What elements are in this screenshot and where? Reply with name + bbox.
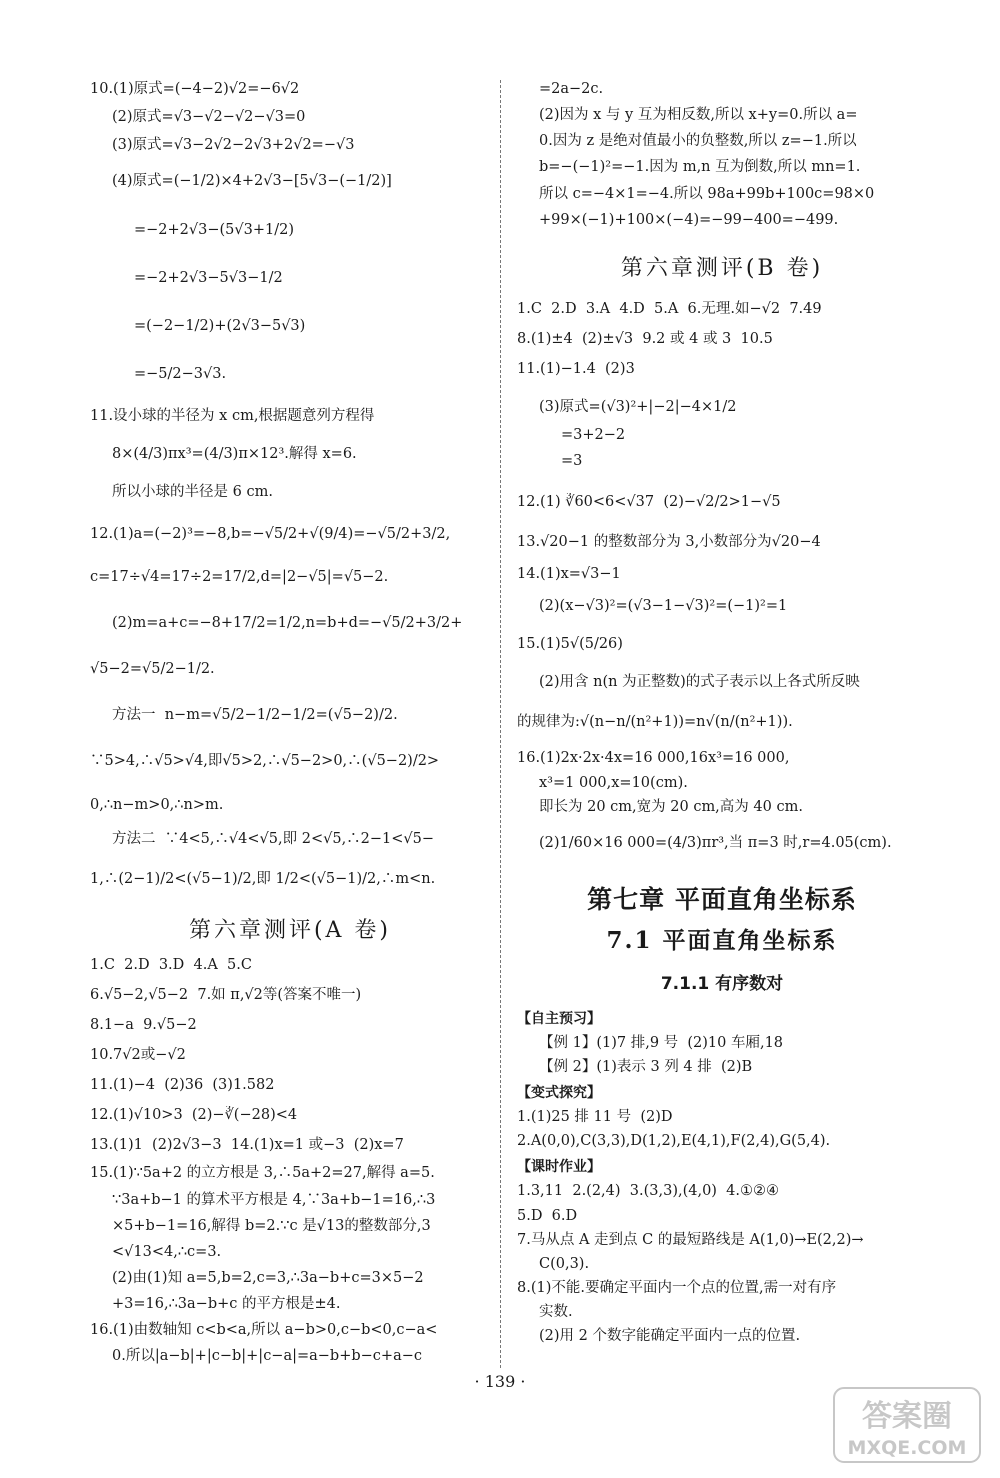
answer-line: 方法二 ∵4<5,∴√4<√5,即 2<√5,∴2−1<√5− (112, 831, 435, 848)
answer-line: =−5/2−3√3. (134, 365, 227, 382)
column-divider (500, 80, 501, 1368)
chapter-title: 第七章 平面直角坐标系 (587, 884, 857, 914)
answer-line: +99×(−1)+100×(−4)=−99−400=−499. (539, 211, 839, 228)
watermark-logo (832, 1386, 982, 1464)
answer-line: 10.7√2或−√2 (90, 1046, 186, 1063)
answer-line: =2a−2c. (539, 81, 604, 97)
answer-line: x³=1 000,x=10(cm). (539, 774, 688, 791)
answer-line: (3)原式=(√3)²+|−2|−4×1/2 (539, 399, 737, 416)
answer-line: 2.A(0,0),C(3,3),D(1,2),E(4,1),F(2,4),G(5,4). (517, 1133, 831, 1150)
answer-line: 7.马从点 A 走到点 C 的最短路线是 A(1,0)→E(2,2)→ (517, 1231, 864, 1248)
section-title: 7.1 平面直角坐标系 (606, 926, 838, 954)
watermark-top-text: 答案圈 (862, 1399, 952, 1434)
section-title-a: 第六章测评(A 卷) (188, 917, 392, 943)
answer-line: <√13<4,∴c=3. (112, 1243, 222, 1260)
answer-line: 12.(1) ∛60<6<√37 (2)−√2/2>1−√5 (517, 493, 781, 510)
answer-line: (2)(x−√3)²=(√3−1−√3)²=(−1)²=1 (539, 597, 788, 614)
left-column (90, 76, 490, 1365)
answer-line: 15.(1)∵5a+2 的立方根是 3,∴5a+2=27,解得 a=5. (90, 1165, 435, 1182)
answer-line: =(−2−1/2)+(2√3−5√3) (134, 317, 306, 334)
answer-line: 12.(1)√10>3 (2)−∛(−28)<4 (90, 1107, 298, 1124)
answer-line: 15.(1)5√(5/26) (517, 636, 623, 652)
answer-line: (4)原式=(−1/2)×4+2√3−[5√3−(−1/2)] (112, 173, 392, 190)
answer-line: ∵5>4,∴√5>√4,即√5>2,∴√5−2>0,∴(√5−2)/2> (90, 753, 440, 769)
page-number: · 139 · (474, 1372, 526, 1391)
answer-line: =3+2−2 (561, 427, 626, 444)
answer-line: 10.(1)原式=(−4−2)√2=−6√2 (90, 81, 300, 97)
answer-line: (2)m=a+c=−8+17/2=1/2,n=b+d=−√5/2+3/2+ (112, 614, 463, 631)
answer-line: 8×(4/3)πx³=(4/3)π×12³.解得 x=6. (112, 446, 357, 463)
answer-line: =−2+2√3−(5√3+1/2) (134, 221, 295, 238)
answer-line: b=−(−1)²=−1.因为 m,n 互为倒数,所以 mn=1. (539, 159, 861, 176)
answer-line: ∵3a+b−1 的算术平方根是 4,∵3a+b−1=16,∴3 (112, 1191, 436, 1208)
answer-line: 实数. (539, 1304, 573, 1320)
answer-line: 0,∴n−m>0,∴n>m. (90, 797, 224, 814)
answer-line: ×5+b−1=16,解得 b=2.∵c 是√13的整数部分,3 (112, 1217, 431, 1234)
answer-line: 所以 c=−4×1=−4.所以 98a+99b+100c=98×0 (539, 185, 875, 202)
watermark-bottom-text: MXQE.COM (847, 1437, 967, 1459)
answer-line: 所以小球的半径是 6 cm. (112, 484, 273, 501)
answer-line: 12.(1)a=(−2)³=−8,b=−√5/2+√(9/4)=−√5/2+3/2, (90, 526, 451, 543)
answer-line: 16.(1)2x·2x·4x=16 000,16x³=16 000, (517, 750, 790, 767)
answer-line: 13.(1)1 (2)2√3−3 14.(1)x=1 或−3 (2)x=7 (90, 1137, 404, 1154)
answer-line: (3)原式=√3−2√2−2√3+2√2=−√3 (112, 137, 355, 154)
answer-line: 即长为 20 cm,宽为 20 cm,高为 40 cm. (539, 798, 803, 815)
answer-line: 方法一 n−m=√5/2−1/2−1/2=(√5−2)/2. (112, 706, 398, 723)
answer-line: 6.√5−2,√5−2 7.如 π,√2等(答案不唯一) (90, 986, 362, 1003)
answer-line: =3 (561, 453, 583, 470)
tag-homework: 【课时作业】 (517, 1159, 601, 1176)
answer-line: c=17÷√4=17÷2=17/2,d=|2−√5|=√5−2. (90, 568, 389, 585)
answer-line: 【例 2】(1)表示 3 列 4 排 (2)B (539, 1059, 753, 1075)
answer-line: 14.(1)x=√3−1 (517, 565, 621, 582)
answer-line: (2)因为 x 与 y 互为相反数,所以 x+y=0.所以 a= (539, 107, 858, 124)
answer-line: √5−2=√5/2−1/2. (90, 660, 215, 677)
answer-line: 8.1−a 9.√5−2 (90, 1016, 197, 1033)
answer-line: 1.(1)25 排 11 号 (2)D (517, 1109, 673, 1126)
subsection-title: 7.1.1 有序数对 (660, 973, 784, 994)
answer-line: 的规律为:√(n−n/(n²+1))=n√(n/(n²+1)). (517, 714, 793, 731)
answer-line: 1,∴(2−1)/2<(√5−1)/2,即 1/2<(√5−1)/2,∴m<n. (90, 871, 436, 888)
answer-line: 0.因为 z 是绝对值最小的负整数,所以 z=−1.所以 (539, 133, 857, 150)
answer-line: (2)用含 n(n 为正整数)的式子表示以上各式所反映 (539, 674, 860, 691)
answer-line: (2)1/60×16 000=(4/3)πr³,当 π=3 时,r=4.05(cm). (539, 834, 892, 851)
answer-line: C(0,3). (539, 1255, 590, 1272)
answer-line: 13.√20−1 的整数部分为 3,小数部分为√20−4 (517, 533, 821, 550)
answer-line: 16.(1)由数轴知 c<b<a,所以 a−b>0,c−b<0,c−a< (90, 1322, 438, 1339)
answer-line: 0.所以|a−b|+|c−b|+|c−a|=a−b+b−c+a−c (112, 1348, 422, 1365)
answer-line: 11.(1)−4 (2)36 (3)1.582 (90, 1077, 275, 1093)
answer-line: 5.D 6.D (517, 1207, 578, 1224)
answer-line: 11.设小球的半径为 x cm,根据题意列方程得 (90, 408, 375, 424)
answer-line: (2)原式=√3−√2−√2−√3=0 (112, 109, 306, 126)
answer-line: (2)由(1)知 a=5,b=2,c=3,∴3a−b+c=3×5−2 (112, 1269, 424, 1286)
answer-line: =−2+2√3−5√3−1/2 (134, 269, 283, 286)
answer-line: 1.3,11 2.(2,4) 3.(3,3),(4,0) 4.①②④ (517, 1183, 780, 1200)
answer-line: 11.(1)−1.4 (2)3 (517, 361, 635, 377)
answer-line: 【例 1】(1)7 排,9 号 (2)10 车厢,18 (539, 1034, 784, 1051)
answer-line: 8.(1)±4 (2)±√3 9.2 或 4 或 3 10.5 (517, 330, 773, 347)
answer-line: 8.(1)不能.要确定平面内一个点的位置,需一对有序 (517, 1279, 837, 1296)
tag-explore: 【变式探究】 (517, 1085, 601, 1102)
answer-line: 1.C 2.D 3.A 4.D 5.A 6.无理.如−√2 7.49 (517, 300, 822, 317)
answer-line: 1.C 2.D 3.D 4.A 5.C (90, 956, 252, 973)
answer-line: (2)用 2 个数字能确定平面内一点的位置. (539, 1328, 801, 1345)
answer-line: +3=16,∴3a−b+c 的平方根是±4. (112, 1296, 341, 1312)
right-column (517, 76, 927, 1345)
tag-preview: 【自主预习】 (517, 1010, 601, 1027)
section-title-b: 第六章测评(B 卷) (620, 255, 824, 281)
